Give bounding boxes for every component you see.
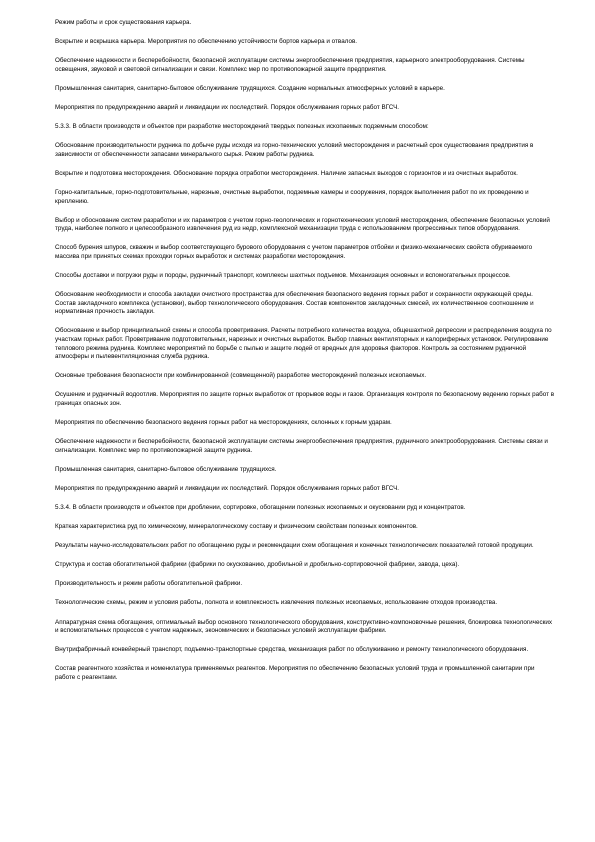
paragraph: Вскрытие и подготовка месторождения. Обоснование порядка отработки месторождения. Наличие запасных выходов с горизонтов и из очистных выработок. <box>55 169 518 177</box>
paragraph: Результаты научно-исследовательских работ по обогащению руды и рекомендации схем обогащения и конечных технологических показателей готовой продукции. <box>55 542 534 550</box>
paragraph: Обоснование необходимости и способа закладки очистного пространства для обеспечения безопасного ведения горных работ и сохранности окружающей среды. Состав закладочного комплекса (установки), выбор технологического оборудования. Состав компонентов закладочных смесей, их количественное соотношение и нормативная прочность закладки. <box>55 291 534 316</box>
paragraph: Осушение и рудничный водоотлив. Мероприятия по защите горных выработок от прорывов воды и газов. Организация контроля по безопасному ведению горных работ в границах опасных зон. <box>55 391 555 407</box>
paragraph: Промышленная санитария, санитарно-бытовое обслуживание трудящихся. <box>55 465 277 473</box>
paragraph: Обеспечение надежности и бесперебойности, безопасной эксплуатации системы энергообеспечения предприятия, карьерного электрооборудования. Системы освещения, звуковой и световой сигнализации и связи. Комплекс мер по противопожарной защите предприятия. <box>55 57 525 73</box>
paragraph: Состав реагентного хозяйства и номенклатура применяемых реагентов. Мероприятия по обеспечению безопасных условий труда и промышленной санитарии при работе с реагентами. <box>55 665 535 681</box>
section-heading: 5.3.4. В области производств и объектов при дроблении, сортировке, обогащении полезных ископаемых и окусковании руд и концентратов. <box>55 504 466 511</box>
paragraph: Способ бурения шпуров, скважин и выбор соответствующего бурового оборудования с учетом параметров отбойки и физико-механических свойств обуриваемого массива при принятых схемах проходки горных выработок и системах разработки месторождения. <box>55 244 533 260</box>
paragraph: Промышленная санитария, санитарно-бытовое обслуживание трудящихся. Создание нормальных атмосферных условий в карьере. <box>55 84 445 92</box>
paragraph: Технологические схемы, режим и условия работы, полнота и комплексность извлечения полезных ископаемых, использование отходов производства. <box>55 599 498 607</box>
paragraph: Аппаратурная схема обогащения, оптимальный выбор основного технологического оборудования, конструктивно-компоновочные решения, блокировка технологических и вспомогательных процессов с учетом надежных, экономических и безопасных условий эксплуатации фабрики. <box>55 618 553 635</box>
paragraph: Краткая характеристика руд по химическому, минералогическому составу и физическим свойствам полезных компонентов. <box>55 523 418 531</box>
paragraph: Структура и состав обогатительной фабрики (фабрики по окускованию, дробильной и дробильно-сортировочной фабрики, завода, цеха). <box>55 561 460 569</box>
paragraph: Производительность и режим работы обогатительной фабрики. <box>55 580 243 588</box>
document-body <box>55 19 555 693</box>
paragraph: Мероприятия по предупреждению аварий и ликвидации их последствий. Порядок обслуживания горных работ ВГСЧ. <box>55 484 400 492</box>
paragraph: Способы доставки и погрузки руды и породы, рудничный транспорт, комплексы шахтных подъемов. Механизация основных и вспомогательных процессов. <box>55 272 511 279</box>
paragraph: Горно-капитальные, горно-подготовительные, нарезные, очистные выработки, подземные камеры и сооружения, порядок выполнения работ по их проведению и креплению. <box>55 188 529 205</box>
paragraph: Основные требования безопасности при комбинированной (совмещенной) разработке месторождений полезных ископаемых. <box>55 372 427 380</box>
paragraph: Мероприятия по обеспечению безопасного ведения горных работ на месторождениях, склонных к горным ударам. <box>55 419 392 427</box>
paragraph: Мероприятия по предупреждению аварий и ликвидации их последствий. Порядок обслуживания горных работ ВГСЧ. <box>55 103 400 111</box>
paragraph: Обоснование производительности рудника по добыче руды исходя из горно-технических условий месторождения и расчетный срок существования предприятия в зависимости от обеспеченности запасами минерального сырья. Режим работы рудника. <box>55 142 534 158</box>
paragraph: Обоснование и выбор принципиальной схемы и способа проветривания. Расчеты потребного количества воздуха, общешахтной депрессии и распределения воздуха по участкам горных работ. Проветривание подготовительных, нарезных и очистных выработок. Выбор главных вентиляторных и калориферных установок. Регулирование теплового режима рудника. Комплекс мероприятий по борьбе с пылью и защите людей от вредных для здоровья факторов. Контроль за состоянием рудничной атмосферы и пылевентиляционная служба рудника. <box>55 327 552 361</box>
section-heading: 5.3.3. В области производств и объектов при разработке месторождений твердых полезных ископаемых подземным способом: <box>55 123 429 131</box>
paragraph: Вскрытие и вскрышка карьера. Мероприятия по обеспечению устойчивости бортов карьера и отвалов. <box>55 38 358 46</box>
paragraph: Режим работы и срок существования карьера. <box>55 19 192 26</box>
paragraph: Внутрифабричный конвейерный транспорт, подъемно-транспортные средства, механизация работ по обслуживанию и ремонту технологического оборудования. <box>55 646 529 654</box>
paragraph: Выбор и обоснование систем разработки и их параметров с учетом горно-геологических и горнотехнических условий месторождения, обеспечение безопасных условий труда, наиболее полного и целесообразного извлечения руд из недр, комплексной механизации труда с использованием прогрессивных типов оборудования. <box>55 216 550 233</box>
paragraph: Обеспечение надежности и бесперебойности, безопасной эксплуатации системы энергообеспечения предприятия, рудничного электрооборудования. Системы связи и сигнализации. Комплекс мер по противопожарной защите рудника. <box>55 438 548 454</box>
